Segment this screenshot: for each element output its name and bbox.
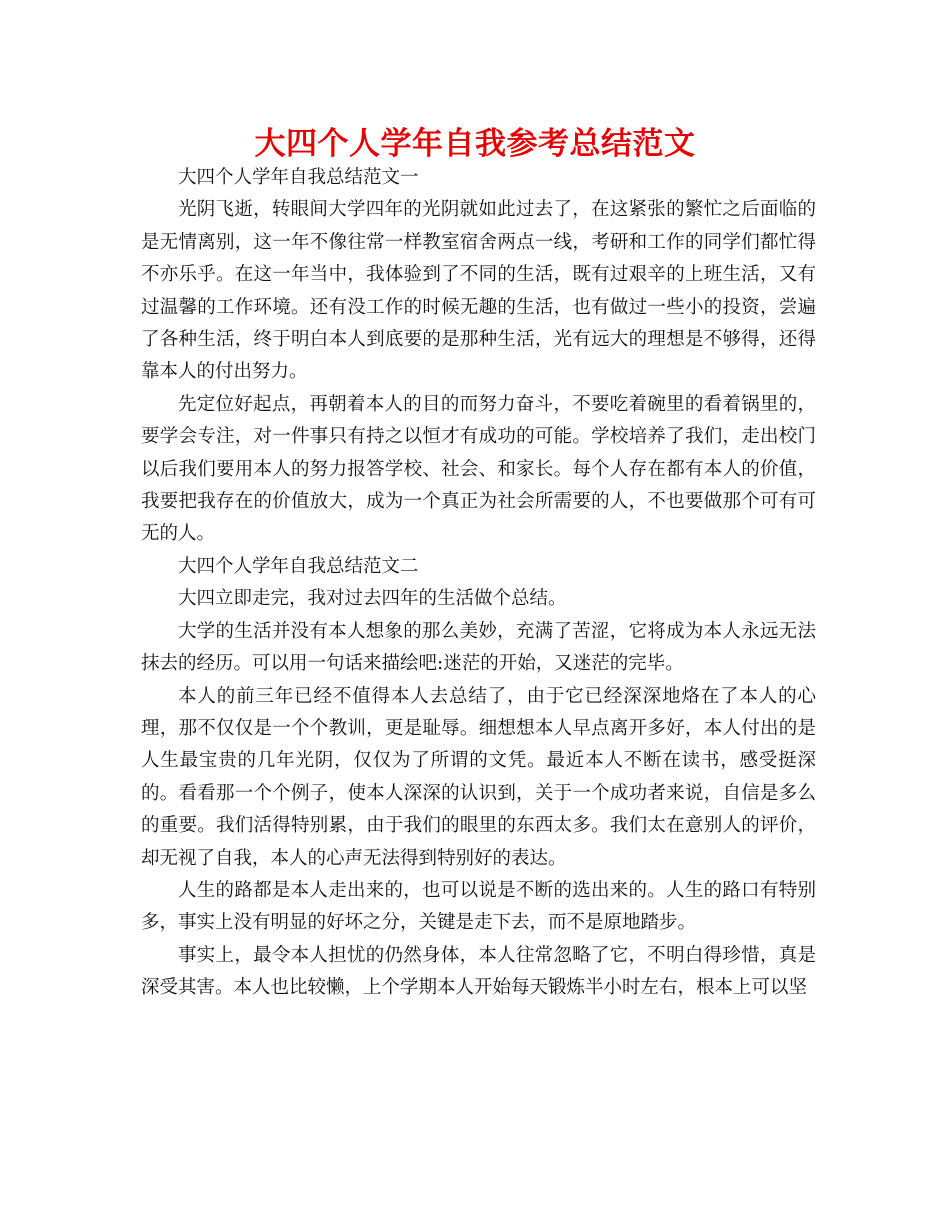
- paragraph: 人生的路都是本人走出来的，也可以说是不断的选出来的。人生的路口有特别多，事实上没有明显的好坏之分，关键是走下去，而不是原地踏步。: [141, 879, 816, 934]
- document-body: [141, 162, 816, 1005]
- paragraph: 本人的前三年已经不值得本人去总结了，由于它已经深深地烙在了本人的心理，那不仅仅是一个个教训，更是耻辱。细想想本人早点离开多好，本人付出的是人生最宝贵的几年光阴，仅仅为了所谓的文凭。最近本人不断在读书，感受挺深的。看看那一个个例子，使本人深深的认识到，关于一个成功者来说，自信是多么的重要。我们活得特别累，由于我们的眼里的东西太多。我们太在意别人的评价，却无视了自我，本人的心声无法得到特别好的表达。: [141, 685, 816, 869]
- paragraph: 光阴飞逝，转眼间大学四年的光阴就如此过去了，在这紧张的繁忙之后面临的是无情离别，这一年不像往常一样教室宿舍两点一线，考研和工作的同学们都忙得不亦乐乎。在这一年当中，我体验到了不同的生活，既有过艰辛的上班生活，又有过温馨的工作环境。还有没工作的时候无趣的生活，也有做过一些小的投资，尝遍了各种生活，终于明白本人到底要的是那种生活，光有远大的理想是不够得，还得靠本人的付出努力。: [141, 199, 816, 383]
- paragraph: 大学的生活并没有本人想象的那么美妙，充满了苦涩，它将成为本人永远无法抹去的经历。可以用一句话来描绘吧:迷茫的开始，又迷茫的完毕。: [141, 620, 816, 675]
- section-heading: 大四个人学年自我总结范文一: [178, 167, 419, 188]
- paragraph: 先定位好起点，再朝着本人的目的而努力奋斗，不要吃着碗里的看着锅里的，要学会专注，对一件事只有持之以恒才有成功的可能。学校培养了我们，走出校门以后我们要用本人的努力报答学校、社会、和家长。每个人存在都有本人的价值，我要把我存在的价值放大，成为一个真正为社会所需要的人，不也要做那个可有可无的人。: [141, 393, 816, 545]
- paragraph: 事实上，最令本人担忧的仍然身体，本人往常忽略了它，不明白得珍惜，真是深受其害。本人也比较懒，上个学期本人开始每天锻炼半小时左右，根本上可以坚: [141, 944, 816, 999]
- paragraph: 大四立即走完，我对过去四年的生活做个总结。: [178, 588, 567, 610]
- document-title: 大四个人学年自我参考总结范文: [254, 126, 696, 162]
- section-heading: 大四个人学年自我总结范文二: [178, 555, 419, 577]
